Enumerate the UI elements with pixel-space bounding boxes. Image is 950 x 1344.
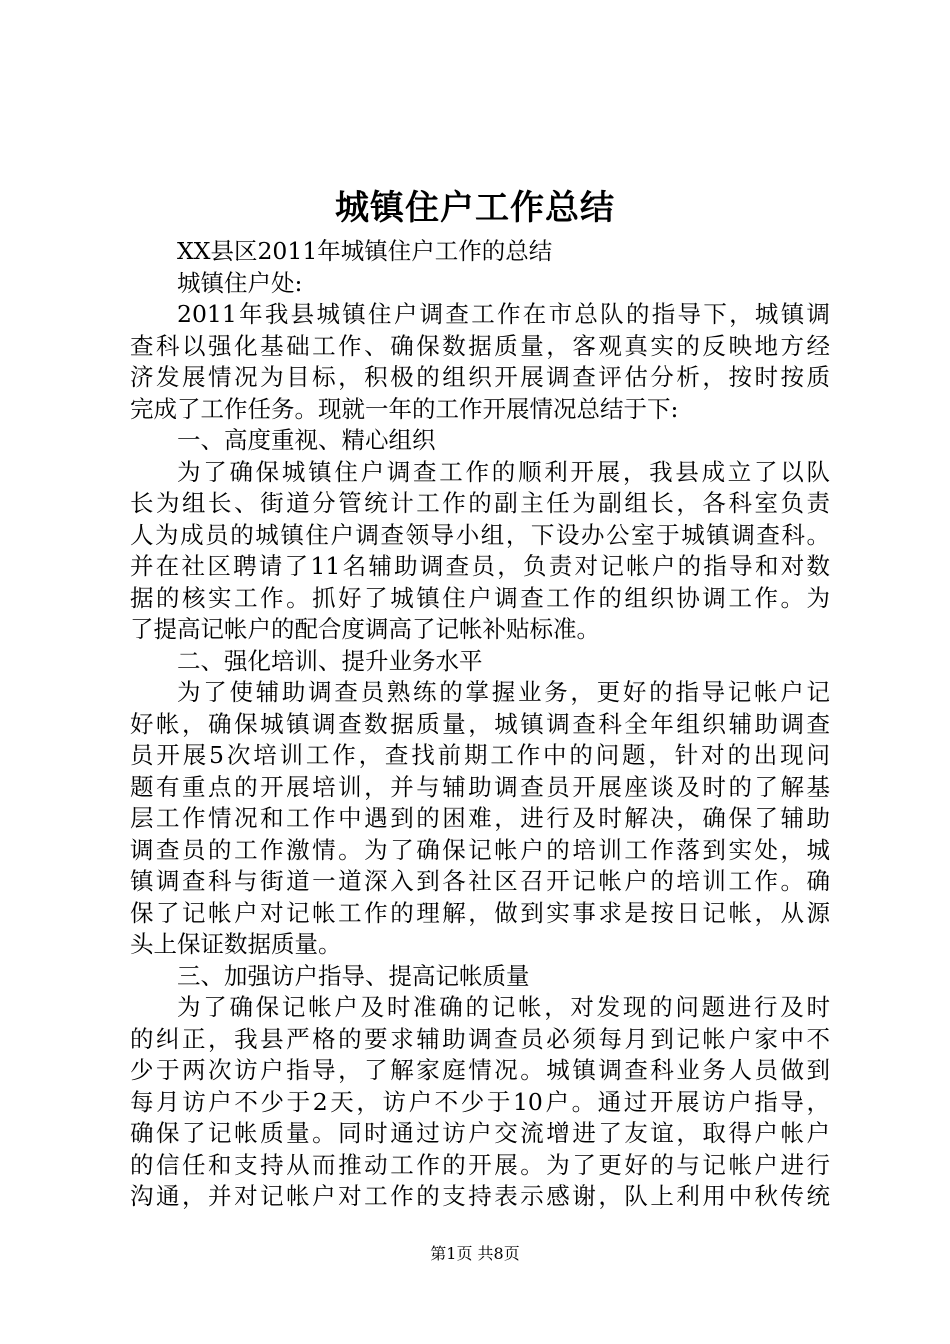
text-line: 2011年我县城镇住户调查工作在市总队的指导下，城镇调	[177, 300, 830, 328]
text-line: 保了记帐户对记帐工作的理解，做到实事求是按日记帐，从源	[130, 898, 830, 927]
text-line: 据的核实工作。抓好了城镇住户调查工作的组织协调工作。为	[130, 583, 830, 612]
text-line: 员开展5次培训工作，查找前期工作中的问题，针对的出现问	[130, 741, 830, 769]
text-line: 二、强化培训、提升业务水平	[177, 646, 483, 675]
text-line: 为了使辅助调查员熟练的掌握业务，更好的指导记帐户记	[177, 678, 830, 706]
text-line: 层工作情况和工作中遇到的困难，进行及时解决，确保了辅助	[130, 804, 830, 832]
text-line: 为了确保记帐户及时准确的记帐，对发现的问题进行及时	[177, 993, 830, 1021]
text-line: 的纠正，我县严格的要求辅助调查员必须每月到记帐户家中不	[130, 1024, 830, 1053]
text-line: 镇调查科与街道一道深入到各社区召开记帐户的培训工作。确	[130, 867, 830, 895]
text-line: 为了确保城镇住户调查工作的顺利开展，我县成立了以队	[177, 457, 830, 486]
text-line: 沟通，并对记帐户对工作的支持表示感谢，队上利用中秋传统	[130, 1182, 830, 1210]
text-line: 少于两次访户指导，了解家庭情况。城镇调查科业务人员做到	[130, 1056, 830, 1084]
text-line: 的信任和支持从而推动工作的开展。为了更好的与记帐户进行	[130, 1150, 830, 1179]
text-line: 每月访户不少于2天，访户不少于10户。通过开展访户指导，	[130, 1087, 830, 1116]
text-line: 人为成员的城镇住户调查领导小组，下设办公室于城镇调查科。	[130, 520, 830, 549]
text-line: 三、加强访户指导、提高记帐质量	[177, 961, 530, 990]
text-line: 完成了工作任务。现就一年的工作开展情况总结于下:	[130, 394, 679, 423]
text-line: 好帐，确保城镇调查数据质量，城镇调查科全年组织辅助调查	[130, 709, 830, 738]
text-line: 题有重点的开展培训，并与辅助调查员开展座谈及时的了解基	[130, 772, 830, 801]
text-line: 济发展情况为目标，积极的组织开展调查评估分析，按时按质	[130, 363, 830, 391]
text-line: 查科以强化基础工作、确保数据质量，客观真实的反映地方经	[130, 331, 830, 360]
text-line: 城镇住户处:	[177, 268, 303, 297]
document-body	[130, 236, 830, 1213]
document-title: 城镇住户工作总结	[335, 188, 615, 228]
text-line: 调查员的工作激情。为了确保记帐户的培训工作落到实处，城	[130, 835, 830, 864]
text-line: 一、高度重视、精心组织	[177, 426, 436, 454]
text-line: 确保了记帐质量。同时通过访户交流增进了友谊，取得户帐户	[130, 1119, 830, 1147]
text-line: 头上保证数据质量。	[130, 930, 342, 958]
text-line: XX县区2011年城镇住户工作的总结	[177, 237, 553, 265]
page-footer: 第1页 共8页	[430, 1244, 520, 1263]
text-line: 长为组长、街道分管统计工作的副主任为副组长，各科室负责	[130, 489, 830, 517]
text-line: 了提高记帐户的配合度调高了记帐补贴标准。	[130, 615, 600, 643]
text-line: 并在社区聘请了11名辅助调查员，负责对记帐户的指导和对数	[130, 552, 830, 580]
